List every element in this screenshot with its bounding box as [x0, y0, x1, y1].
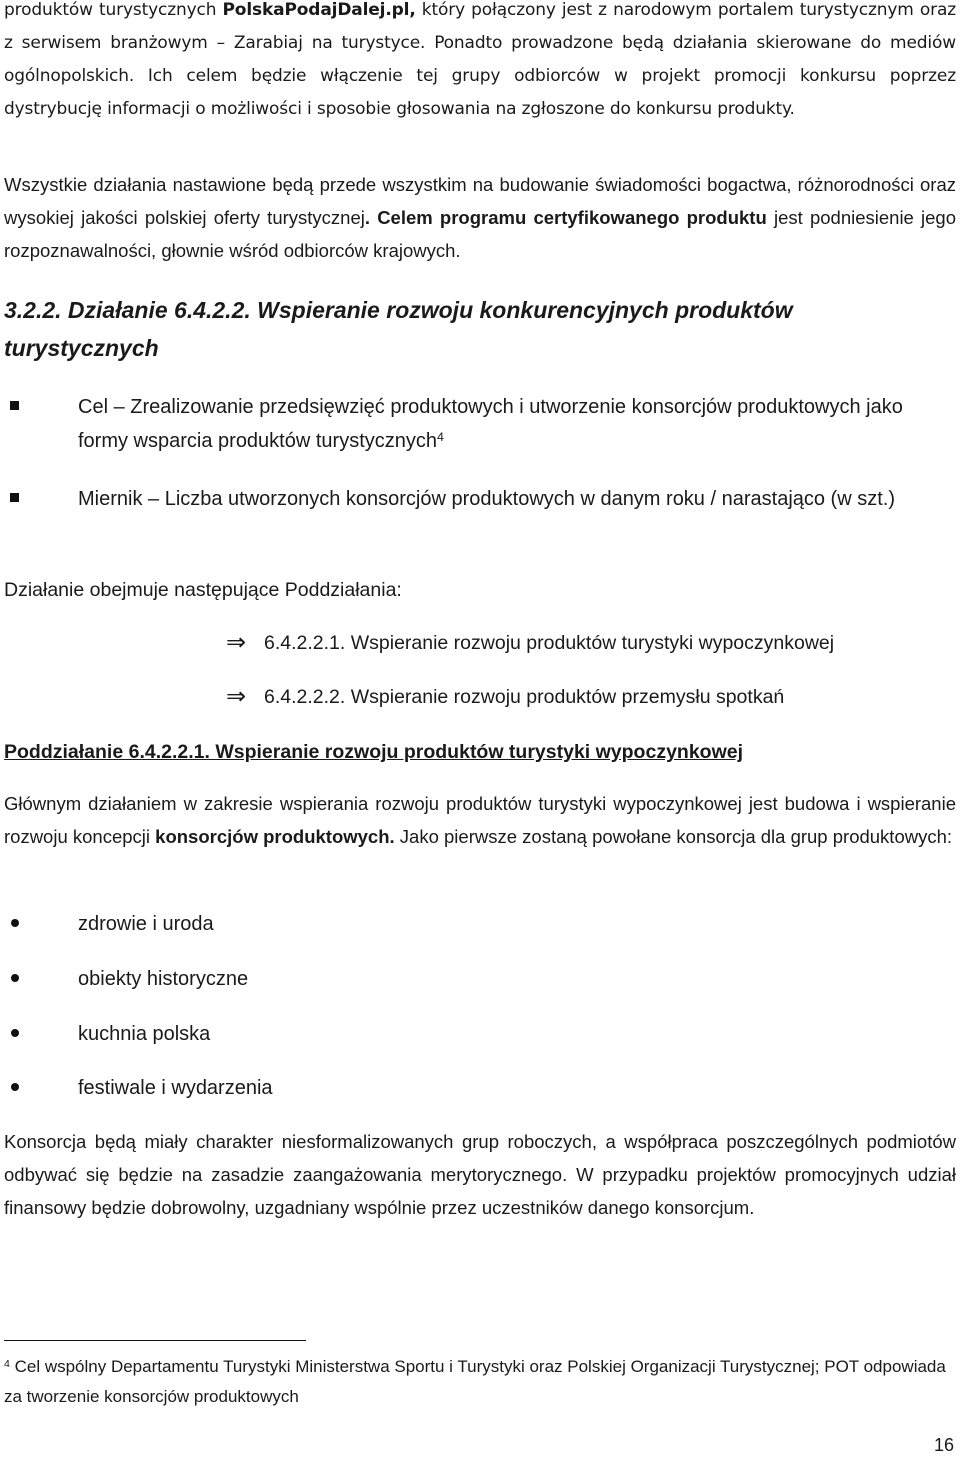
text-run-bold: konsorcjów produktowych.: [155, 826, 395, 847]
square-bullet-icon: [10, 493, 19, 502]
text-run: który połączony jest z narodowym portalem turystycznym oraz z serwisem branżowym – Zarabiaj na turystyce. Ponadto prowadzone będą działania skierowane do mediów ogólnopolskich. Ich celem będzie włączenie tej grupy odbiorców w projekt promocji konkursu poprzez dystrybucję informacji o możliwości i sposobie głosowania na zgłoszone do konkursu produkty.: [4, 0, 956, 119]
list-item-text: festiwale i wydarzenia: [78, 1077, 273, 1099]
paragraph-portal-promotion: [4, 0, 956, 126]
list-item-text: Miernik – Liczba utworzonych konsorcjów produktowych w danym roku / narastająco (w szt.): [78, 488, 895, 510]
subactions-intro: Działanie obejmuje następujące Poddziałania:: [4, 579, 402, 601]
text-run-bold: PolskaPodajDalej.pl,: [222, 0, 416, 20]
footnote-ref: 4: [437, 430, 444, 445]
square-bullet-icon: [10, 401, 19, 410]
footnote-separator: [4, 1340, 306, 1341]
list-item-text: kuchnia polska: [78, 1023, 211, 1045]
bullet-dot-icon: [11, 1029, 19, 1037]
list-item-text: obiekty historyczne: [78, 968, 249, 990]
subaction-text: 6.4.2.2.2. Wspieranie rozwoju produktów przemysłu spotkań: [264, 686, 785, 708]
page-number: 16: [933, 1435, 954, 1455]
subaction-text: 6.4.2.2.1. Wspieranie rozwoju produktów turystyki wypoczynkowej: [264, 632, 835, 654]
paragraph-awareness: [4, 168, 956, 267]
paragraph-consortia-character: Konsorcja będą miały charakter niesformalizowanych grup roboczych, a współpraca poszczególnych podmiotów odbywać się będzie na zasadzie zaangażowania merytorycznego. W przypadku projektów promocyjnych udział finansowy będzie dobrowolny, uzgadniany wspólnie przez uczestników danego konsorcjum.: [4, 1131, 956, 1218]
list-item-text: zdrowie i uroda: [78, 913, 214, 935]
text-run: Głównym działaniem w zakresie wspierania rozwoju produktów turystyki wypoczynkowej jest budowa i wspieranie rozwoju koncepcji: [4, 793, 956, 847]
footnote: [4, 1352, 954, 1412]
list-item-text: Cel – Zrealizowanie przedsięwzięć produktowych i utworzenie konsorcjów produktowych jako formy wsparcia produktów turystycznych$^4$: [78, 396, 903, 452]
right-double-arrow-icon: ⇒: [226, 683, 247, 710]
bullet-dot-icon: [11, 974, 19, 982]
text-run: Wszystkie działania nastawione będą przede wszystkim na budowanie świadomości bogactwa, różnorodności oraz wysokiej jakości polskiej oferty turystycznej: [4, 174, 956, 228]
text-run: jest podniesienie jego rozpoznawalności, głownie wśród odbiorców krajowych.: [4, 207, 957, 261]
right-double-arrow-icon: ⇒: [226, 629, 247, 656]
text-run-bold: . Celem programu certyfikowanego produktu: [364, 207, 767, 228]
bullet-dot-icon: [11, 919, 19, 927]
paragraph-consortia: [4, 787, 956, 853]
bullet-dot-icon: [11, 1083, 19, 1091]
subsection-heading: Poddziałanie 6.4.2.2.1. Wspieranie rozwoju produktów turystyki wypoczynkowej: [4, 741, 744, 763]
section-heading: 3.2.2. Działanie 6.4.2.2. Wspieranie rozwoju konkurencyjnych produktów turystycznych: [4, 297, 793, 361]
footnote-number: 4: [4, 1358, 10, 1371]
text-run: produktów turystycznych: [4, 0, 223, 20]
text-run: Jako pierwsze zostaną powołane konsorcja dla grup produktowych:: [394, 826, 953, 847]
footnote-text: Cel wspólny Departamentu Turystyki Ministerstwa Sportu i Turystyki oraz Polskiej Organizacji Turystycznej; POT odpowiada za tworzenie konsorcjów produktowych: [4, 1357, 946, 1406]
